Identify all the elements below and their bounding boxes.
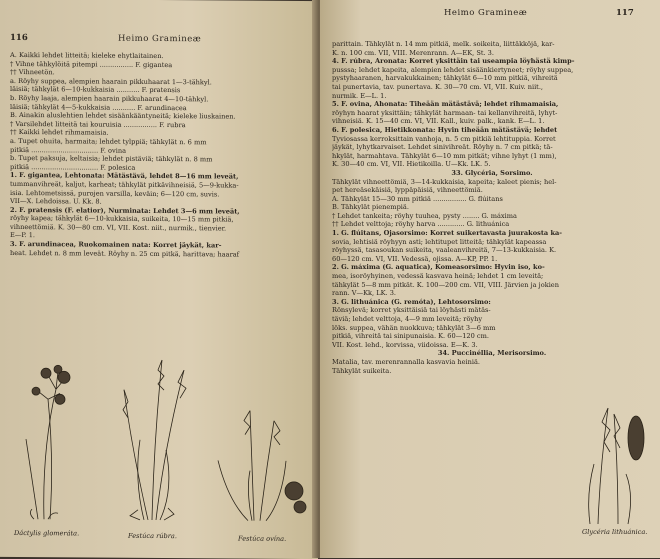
text-line: A. Kaikki lehdet litteitä; kieleke ehytlaitainen. — [10, 50, 164, 61]
text-line: pet hereäsekäisiä, lyppäpäisiä, vihneettömiä. — [332, 186, 483, 195]
caption-festuca-ovina: Festúca ovína. — [238, 534, 287, 543]
text-line: † Lehdet tankeita; röyhy tuuhea, pysty ........ G. máxima — [332, 211, 517, 220]
text-line: tai punertavia, tav. punertava. K. 30—70 cm. VI, VII. Kuiv. niit., — [332, 82, 544, 91]
text-line: a. Röyhy suppea, alempien haarain pikkuhaarat 1—3-tähkyl. — [10, 76, 212, 87]
text-line: 1. F. gigantea, Lehtonata: Mätästävä, lehdet 8—16 mm leveät, — [10, 171, 239, 181]
text-line: †† Vihneetön. — [10, 68, 55, 77]
text-line: 5. F. ovina, Ahonata: Tiheään mätästävä; lehdet rihmamaisia, — [332, 100, 559, 109]
text-line: †† Lehdet velttoja; röyhy harva ............. G. lithuánica — [332, 220, 510, 229]
text-line: läisiä; tähkylät 6—10-kukkaisia ........... F. pratensis — [10, 85, 181, 95]
text-line: a. Tupet ohuita, harmaita; lehdet tylppiä; tähkylät n. 6 mm — [10, 136, 207, 147]
text-line: läisiä; tähkylät 4—5-kukkaisia ........... F. arundinacea — [10, 102, 187, 112]
text-line: Tyviosassa kerroksittain vanhoja, n. 5 cm pitkiä lehtituppia. Korret — [332, 134, 556, 143]
text-line: Rönsylevä; korret yksittäisiä tai löyhästi mätäs- — [332, 306, 491, 315]
text-line: sovia, lehtisiä röyhyyn asti; lehtitupet litteitä; tähkylät kapeassa — [332, 237, 547, 246]
caption-glyceria: Glycéria lithuánica. — [582, 528, 648, 536]
page-number: 117 — [616, 8, 634, 18]
text-line: rann. V—Kk, LK. 3. — [332, 289, 397, 298]
text-line: b. Röyhy laaja, alempien haarain pikkuhaarat 4—10-tähkyl. — [10, 93, 209, 104]
text-line: †† Kaikki lehdet rihmamaisia. — [10, 128, 109, 137]
text-line: 1. G. flúitans, Ojasorsimo: Korret suikertavasta juurakosta ka- — [332, 229, 563, 238]
text-line: E—P. 1. — [10, 231, 35, 240]
text-line: B. Ainakin aluslehtien lehdet sisäänkääntyneitä; kieleke liuskainen. — [10, 111, 236, 121]
text-line: mea, isoröyhyinen, vedessä kasvava heinä; lehdet 1 cm leveitä; — [332, 272, 544, 281]
text-line: VII. Kost. lehd., korvissa, viidoissa. E—K. 3. — [332, 340, 478, 349]
text-line: isia. Lehtometsissä, purojen varsilla, keväin; 6—120 cm, suvis. — [10, 188, 220, 198]
text-line: röyhyn haarat yksittäin; tähkylät harmaan- tai kellanvihreitä, lyhyt- — [332, 108, 558, 117]
page-number: 116 — [10, 32, 28, 44]
caption-festuca-rubra: Festúca rúbra. — [128, 531, 177, 541]
text-line: löks. suppea, vähän nuokkuva; tähkylät 3—6 mm — [332, 323, 496, 332]
text-line: Tähkylät vihneettömiä, 3—14-kukkaisia, kapeita; kaleet pienis; hel- — [332, 177, 557, 186]
text-line: heat. Lehdet n. 8 mm leveät. Röyhy n. 25 cm pitkä, harittava; haaraf — [10, 248, 240, 259]
text-line: pystyhaaranen, harvakukkainen; tähkylät 6—10 mm pitkiä, vihreitä — [332, 74, 558, 83]
text-line: 2. G. máxima (G. aquatica), Komeasorsimo: Hyvin iso, ko- — [332, 263, 545, 272]
text-line: Matalia, tav. merenrannalla kasvavia heiniä. — [332, 357, 480, 366]
left-page — [0, 0, 318, 559]
text-line: B. Tähkylät pienempiä. — [332, 203, 409, 212]
text-line: 34. Puccinéllia, Merisorsimo. — [437, 349, 547, 358]
text-line: pitkiä ................................ F. ovina — [10, 145, 126, 155]
running-head: Heimo Gramineæ — [444, 8, 528, 18]
text-line: vihneettömiä. K. 30—80 cm. VI, VII. Kost. niit., nurmik., tienvier. — [10, 222, 227, 233]
text-line: röyhyssä, tasasoukan suikeita, vaaleanvihreitä, 7—13-kukkaisia. K. — [332, 246, 557, 255]
right-page — [320, 0, 660, 558]
text-line: pusssa; lehdet kapeita, alempien lehdet sisäänkiertyneet; röyhy suppea, — [332, 65, 574, 74]
text-line: K. n. 100 cm. VII, VIII. Merenrann. A—EK, St. 3. — [332, 48, 494, 57]
text-line: † Varsilehdet litteitä tai kouruisia ................ F. rubra — [10, 119, 186, 129]
text-line: 6. F. polesica, Hietikkonata: Hyvin tiheään mätästävä; lehdet — [332, 125, 558, 134]
text-line: 60—120 cm. VI, VII. Vedessä, ojissa. A—KP, PP. 1. — [332, 254, 498, 263]
text-line: 4. F. rúbra, Aronata: Korret yksittäin tai useampia löyhästä kimp- — [332, 57, 575, 66]
text-line: 33. Glycéria, Sorsimo. — [451, 168, 533, 177]
illustration-dactylis-festuca — [4, 329, 314, 531]
text-line: 3. G. lithuánica (G. remóta), Lehtosorsimo: — [332, 297, 491, 306]
text-line: Tähkylät suikeita. — [332, 366, 392, 375]
text-line: täviä; lehdet velttoja, 4—9 mm leveitä; röyhy — [332, 315, 483, 323]
caption-dactylis: Dáctylis glomeráta. — [14, 528, 80, 538]
text-line: vihneisiä. K. 15—40 cm. VI, VII. Kall., kuiv. palk., kank. E—L. 1. — [332, 117, 545, 126]
text-line: parittain. Tähkylät n. 14 mm pitkiä, melk. soikeita, liittäkköjä, kar- — [332, 40, 555, 48]
text-line: nurmik. E—L. 1. — [332, 91, 387, 100]
text-line: hkylät, harmahtava. Tähkylät 6—10 mm pitkät; vihne lyhyt (1 mm), — [332, 151, 557, 160]
text-line: tummanvihreät, kaljut, karheat; tähkylät pitkävihneisiä, 5—9-kukka- — [10, 179, 239, 190]
text-line: jäykät, lyhytkarvaiset. Lehdet sinivihreät. Röyhy n. 7 cm pitkä; tä- — [332, 143, 553, 152]
text-line: 2. F. pratensis (F. elatior), Nurminata: Lehdet 3—6 mm leveät, — [10, 205, 240, 216]
text-line: pitkiä ................................ F. polesica — [10, 162, 136, 172]
text-line: 3. F. arundinacea, Ruokomainen nata: Korret jäykät, kar- — [10, 240, 222, 250]
text-line: VII—X. Lehdoissa. U. Kk. 8. — [10, 197, 102, 206]
running-head: Heimo Gramineæ — [118, 33, 202, 45]
text-line: röyhy kapea; tähkylät 6—10-kukkaisia, suikeita, 10—15 mm pitkiä, — [10, 214, 234, 224]
text-line: pitkiä, vihreitä tai sinipunaisia. K. 60—120 cm. — [332, 332, 489, 341]
text-line: † Vihne tähkylöitä pitempi ................ F. gigantea — [10, 59, 173, 69]
left-text-block — [10, 51, 310, 259]
text-line: K. 30—40 cm. VI, VII. Hietikoilla. U—Kk. LK. 5. — [332, 160, 491, 169]
text-line: b. Tupet paksuja, keltaisia; lehdet pistäviä; tähkylät n. 8 mm — [10, 154, 213, 164]
right-text-block — [332, 40, 652, 375]
illustration-glyceria — [578, 398, 654, 526]
text-line: tähkylät 5—8 mm pitkät. K. 100—200 cm. VII, VIII. Järvien ja jokien — [332, 280, 559, 289]
text-line: A. Tähkylät 15—30 mm pitkiä ................ G. flúitans — [332, 194, 503, 203]
